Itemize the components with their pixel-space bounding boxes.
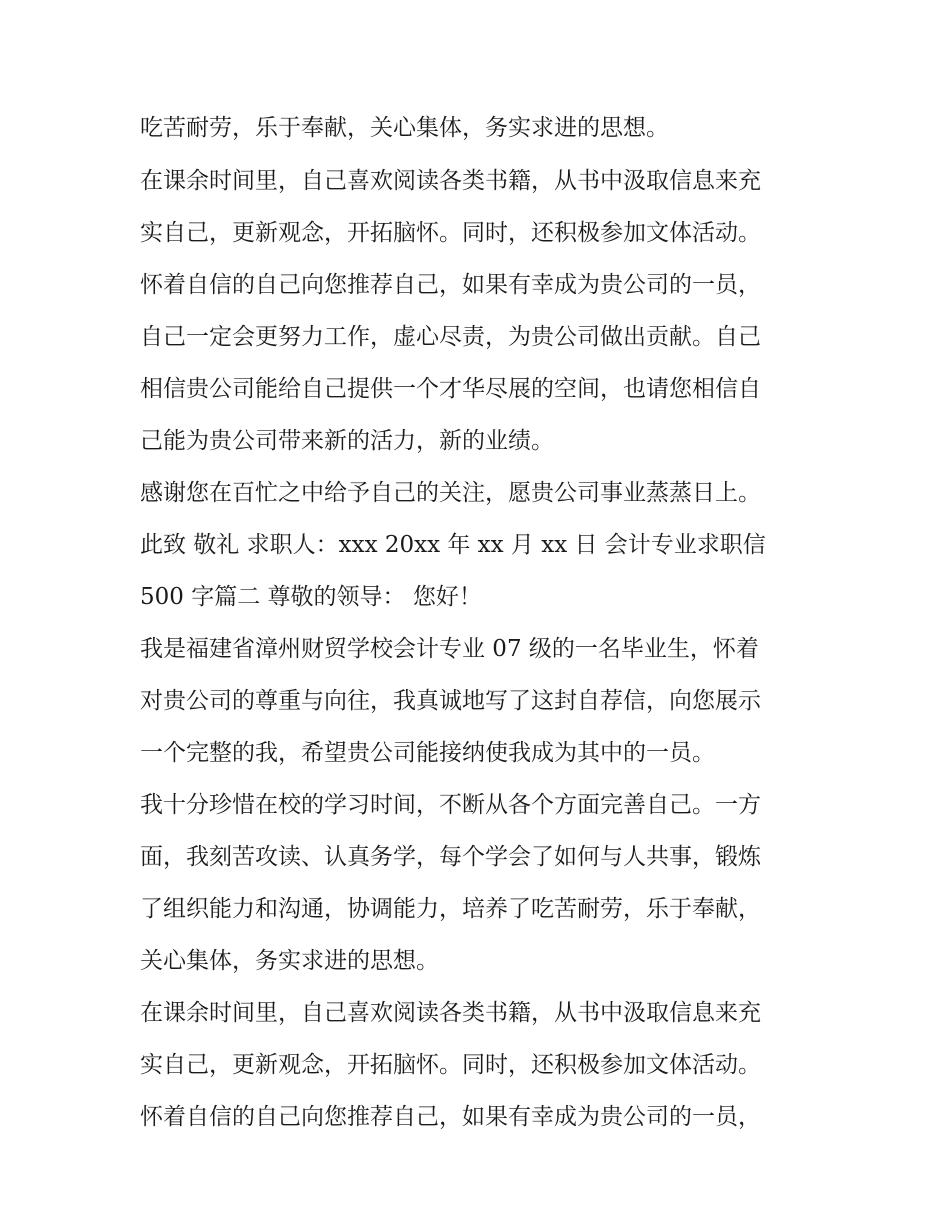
text-line-9: 此致 敬礼 求职人：xxx 20xx 年 xx 月 xx 日 会计专业求职信	[140, 532, 766, 558]
text-line-3: 实自己，更新观念，开拓脑怀。同时，还积极参加文体活动。	[140, 220, 761, 246]
text-line-20: 怀着自信的自己向您推荐自己，如果有幸成为贵公司的一员，	[140, 1104, 761, 1130]
text-line-12: 对贵公司的尊重与向往，我真诚地写了这封自荐信，向您展示	[140, 688, 761, 714]
text-line-4: 怀着自信的自己向您推荐自己，如果有幸成为贵公司的一员，	[140, 272, 761, 298]
text-line-19: 实自己，更新观念，开拓脑怀。同时，还积极参加文体活动。	[140, 1052, 761, 1078]
text-line-11: 我是福建省漳州财贸学校会计专业 07 级的一名毕业生，怀着	[140, 636, 759, 662]
text-line-17: 关心集体，务实求进的思想。	[140, 948, 439, 974]
text-line-13: 一个完整的我，希望贵公司能接纳使我成为其中的一员。	[140, 740, 715, 766]
text-line-15: 面，我刻苦攻读、认真务学，每个学会了如何与人共事，锻炼	[140, 844, 761, 870]
text-line-6: 相信贵公司能给自己提供一个才华尽展的空间，也请您相信自	[140, 376, 761, 402]
text-line-16: 了组织能力和沟通，协调能力，培养了吃苦耐劳，乐于奉献，	[140, 896, 761, 922]
text-line-14: 我十分珍惜在校的学习时间，不断从各个方面完善自己。一方	[140, 792, 761, 818]
text-line-8: 感谢您在百忙之中给予自己的关注，愿贵公司事业蒸蒸日上。	[140, 480, 761, 506]
text-line-5: 自己一定会更努力工作，虚心尽责，为贵公司做出贡献。自己	[140, 324, 761, 350]
text-line-2: 在课余时间里，自己喜欢阅读各类书籍，从书中汲取信息来充	[140, 168, 761, 194]
text-line-1: 吃苦耐劳，乐于奉献，关心集体，务实求进的思想。	[140, 115, 669, 141]
text-line-10: 500 字篇二 尊敬的领导： 您好！	[140, 584, 482, 610]
text-line-18: 在课余时间里，自己喜欢阅读各类书籍，从书中汲取信息来充	[140, 1000, 761, 1026]
text-line-7: 己能为贵公司带来新的活力，新的业绩。	[140, 428, 554, 454]
